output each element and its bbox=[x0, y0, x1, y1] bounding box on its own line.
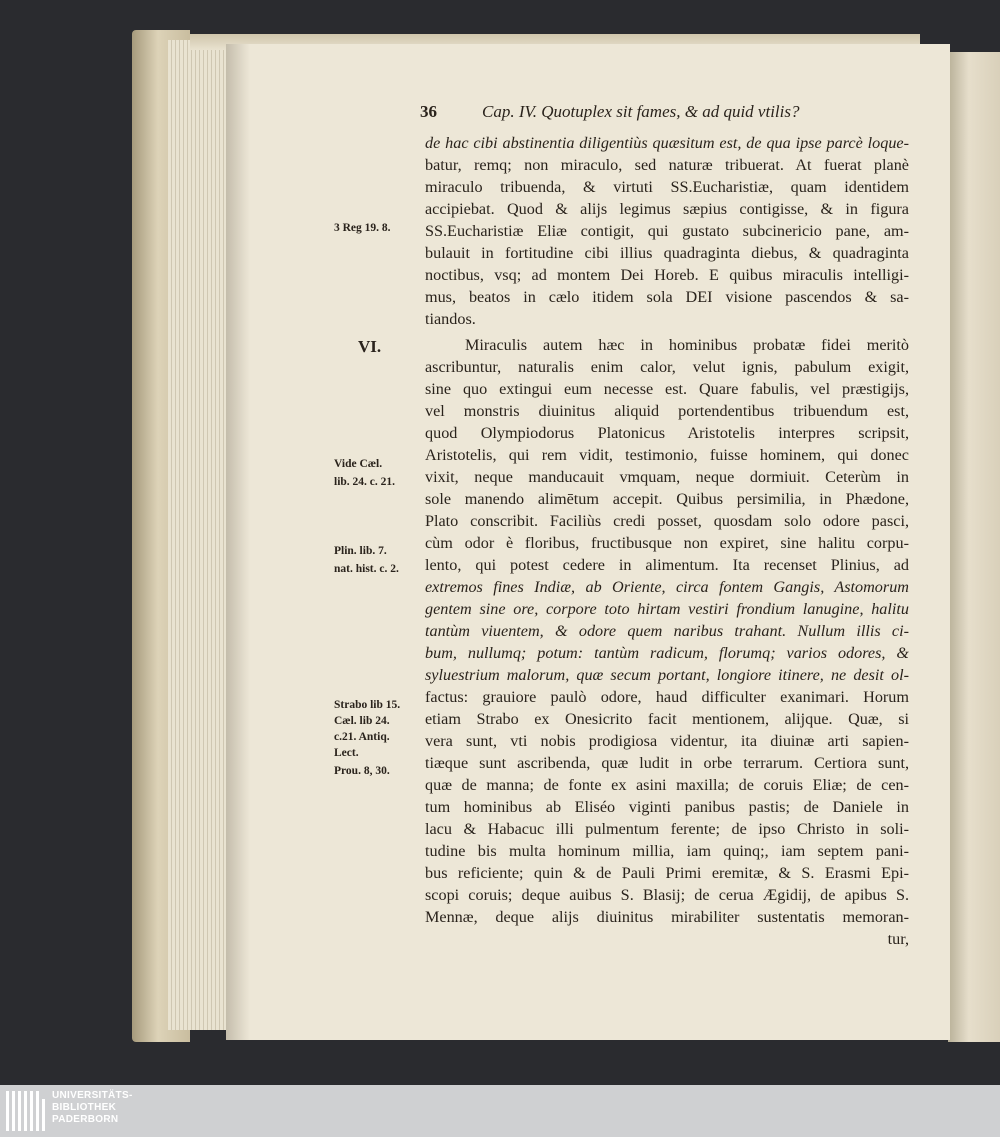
text-line: batur, remq; non miraculo, sed naturæ tribuerat. At fuerat planè bbox=[425, 156, 909, 174]
library-footer-bar bbox=[0, 1085, 1000, 1137]
text-line: quæ de manna; de fonte ex asini maxilla; de coruis Eliæ; de cen- bbox=[425, 776, 909, 794]
text-line: cùm odor è floribus, fructibusque non expiret, sine halitu corpu- bbox=[425, 534, 909, 552]
text-line: bum, nullumq; potum: tantùm radicum, florumq; varios odores, & bbox=[425, 644, 909, 662]
margin-note: Prou. 8, 30. bbox=[334, 765, 390, 777]
library-name-line: BIBLIOTHEK bbox=[52, 1102, 117, 1113]
text-line: tantùm viuentem, & odore quem naribus trahant. Nullum illis ci- bbox=[425, 622, 909, 640]
margin-note: nat. hist. c. 2. bbox=[334, 563, 399, 575]
text-line: sole manendo alimētum accepit. Quibus persimilia, in Phædone, bbox=[425, 490, 909, 508]
running-header bbox=[420, 102, 910, 128]
text-line: mus, beatos in cælo itidem sola DEI visione pascendos & sa- bbox=[425, 288, 909, 306]
margin-note: lib. 24. c. 21. bbox=[334, 476, 396, 488]
text-line: de hac cibi abstinentia diligentiùs quæsitum est, de qua ipse parcè loque- bbox=[425, 134, 909, 152]
text-line: tur, bbox=[887, 930, 909, 948]
running-title: Cap. IV. Quotuplex sit fames, & ad quid vtilis? bbox=[482, 102, 800, 121]
text-line: sine quo extingui eum necesse est. Quare fabulis, vel præstigijs, bbox=[425, 380, 909, 398]
section-number: VI. bbox=[358, 337, 382, 356]
text-line: ascribuntur, naturalis enim calor, velut ignis, pabulum exigit, bbox=[425, 358, 909, 376]
text-line: Aristotelis, qui rem vidit, testimonio, fuisse hominem, qui donec bbox=[425, 446, 909, 464]
text-line: quod Olympiodorus Platonicus Aristotelis interpres scripsit, bbox=[425, 424, 909, 442]
text-line: factus: grauiore paulò odore, haud difficulter exanimari. Horum bbox=[425, 688, 909, 706]
text-line: tudine bis multa hominum millia, iam quinq;, iam septem pani- bbox=[425, 842, 909, 860]
margin-note: Cæl. lib 24. bbox=[334, 715, 390, 727]
text-line: SS.Eucharistiæ Eliæ contigit, qui gustato subcinericio pane, am- bbox=[425, 222, 909, 240]
text-line: lacu & Habacuc illi pulmentum ferente; de ipso Christo in soli- bbox=[425, 820, 909, 838]
text-line: tiandos. bbox=[425, 310, 476, 328]
text-line: miraculo tribuenda, & virtuti SS.Eucharistiæ, quam identidem bbox=[425, 178, 909, 196]
text-line: tiæque sunt ascribenda, quæ ludit in orbe terrarum. Certiora sunt, bbox=[425, 754, 909, 772]
text-line: Miraculis autem hæc in hominibus probatæ fidei meritò bbox=[465, 336, 909, 354]
margin-note: Vide Cæl. bbox=[334, 458, 383, 470]
text-line: vel monstris diuinitus aliquid portendentibus tribuendum est, bbox=[425, 402, 909, 420]
library-name-line: PADERBORN bbox=[52, 1114, 119, 1125]
library-name bbox=[52, 1090, 133, 1126]
library-name-line: UNIVERSITÄTS- bbox=[52, 1090, 133, 1101]
text-line: etiam Strabo ex Onesicrito facit mentionem, alijque. Quæ, si bbox=[425, 710, 909, 728]
text-line: bus reficiente; quin & de Pauli Primi eremitæ, & S. Erasmi Epi- bbox=[425, 864, 909, 882]
text-line: lento, qui potest cedere in alimentum. Ita recenset Plinius, ad bbox=[425, 556, 909, 574]
margin-note: 3 Reg 19. 8. bbox=[334, 222, 391, 234]
text-line: Plato conscribit. Faciliùs credi posset, quosdam solo odore pasci, bbox=[425, 512, 909, 530]
text-line: accipiebat. Quod & alijs legimus sæpius contigisse, & in figura bbox=[425, 200, 909, 218]
margin-note: Lect. bbox=[334, 747, 359, 759]
text-line: vera sunt, vti nobis prodigiosa videntur, ita diuinæ arti sapien- bbox=[425, 732, 909, 750]
text-line: vixit, neque manducauit vmquam, neque dormiuit. Ceterùm in bbox=[425, 468, 909, 486]
library-logo-icon bbox=[4, 1089, 48, 1133]
text-line: noctibus, vsq; ad montem Dei Horeb. E quibus miraculis intelligi- bbox=[425, 266, 909, 284]
text-line: bulauit in fortitudine cibi illius quadraginta diebus, & quadraginta bbox=[425, 244, 909, 262]
gutter-shadow bbox=[226, 44, 250, 1040]
text-line: scopi coruis; deque auibus S. Blasij; de cerua Ægidij, de apibus S. bbox=[425, 886, 909, 904]
text-line: syluestrium malorum, quæ secum portant, longiore itinere, ne desit ol- bbox=[425, 666, 909, 684]
text-line: extremos fines Indiæ, ab Oriente, circa fontem Gangis, Astomorum bbox=[425, 578, 909, 596]
text-line: tum hominibus ab Eliséo viginti panibus pastis; de Daniele in bbox=[425, 798, 909, 816]
next-page-edge bbox=[948, 52, 1000, 1042]
margin-note: Plin. lib. 7. bbox=[334, 545, 387, 557]
text-line: Mennæ, deque alijs diuinitus mirabiliter sustentatis memoran- bbox=[425, 908, 909, 926]
page-stack-edges bbox=[168, 40, 234, 1030]
margin-note: Strabo lib 15. bbox=[334, 699, 401, 711]
margin-note: c.21. Antiq. bbox=[334, 731, 390, 743]
text-line: gentem sine ore, corpore toto hirtam vestiri frondium lanugine, halitu bbox=[425, 600, 909, 618]
page-number: 36 bbox=[420, 102, 437, 121]
